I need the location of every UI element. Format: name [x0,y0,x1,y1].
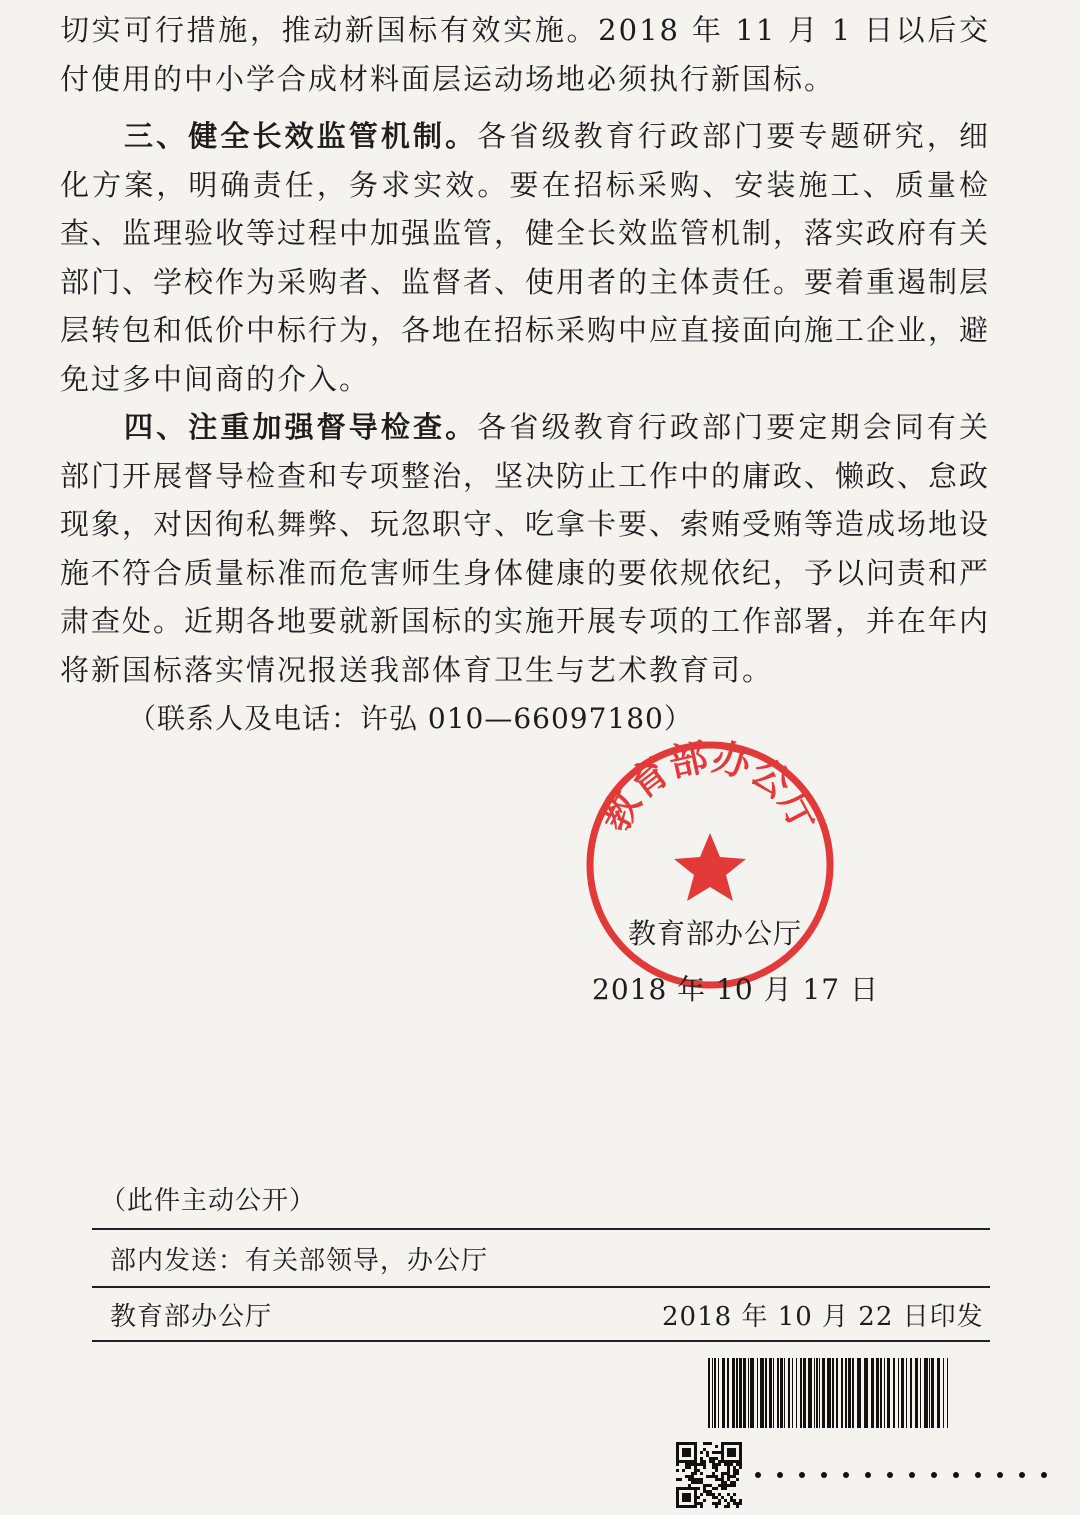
footer-rule-bottom [92,1340,990,1342]
issuer-name: 教育部办公厅 [628,917,803,950]
official-seal [580,735,840,995]
section-3-heading: 三、健全长效监管机制。 [124,119,478,153]
disclosure-note: （此件主动公开） [100,1186,317,1216]
section-4-heading: 四、注重加强督导检查。 [124,410,478,444]
seal-star-icon [674,833,746,901]
contact-info: （联系人及电话：许弘 010—66097180） [128,702,693,735]
barcode-icon [708,1358,948,1428]
seal-text: 教育部办公厅 [592,735,828,839]
footer-rule-middle [92,1286,990,1288]
qr-code-icon [676,1442,742,1508]
dotted-leader [752,1468,1070,1482]
section-4-body: 各省级教育行政部门要定期会同有关部门开展督导检查和专项整治，坚决防止工作中的庸政、懒政、怠政现象，对因徇私舞弊、玩忽职守、吃拿卡要、索贿受贿等造成场地设施不符合质量标准而危害师生身体健康的要依规依纪，予以问责和严肃查处。近期各地要就新国标的实施开展专项的工作部署，并在年内将新国标落实情况报送我部体育卫生与艺术教育司。 [60,410,991,687]
section-4-paragraph [60,403,990,694]
section-3-paragraph [60,112,990,403]
distribution-line: 部内发送：有关部领导，办公厅 [110,1246,489,1276]
section-3-body: 各省级教育行政部门要专题研究，细化方案，明确责任，务求实效。要在招标采购、安装施工、质量检查、监理验收等过程中加强监管，健全长效监管机制，落实政府有关部门、学校作为采购者、监督者、使用者的主体责任。要着重遏制层层转包和低价中标行为，各地在招标采购中应直接面向施工企业，避免过多中间商的介入。 [60,119,991,396]
signing-date: 2018 年 10 月 17 日 [592,973,880,1006]
printing-org: 教育部办公厅 [110,1302,273,1332]
footer-rule-top [92,1228,990,1230]
printing-date: 2018 年 10 月 22 日印发 [662,1302,984,1332]
paragraph-continued: 切实可行措施，推动新国标有效实施。2018 年 11 月 1 日以后交付使用的中小学合成材料面层运动场地必须执行新国标。 [60,13,990,96]
